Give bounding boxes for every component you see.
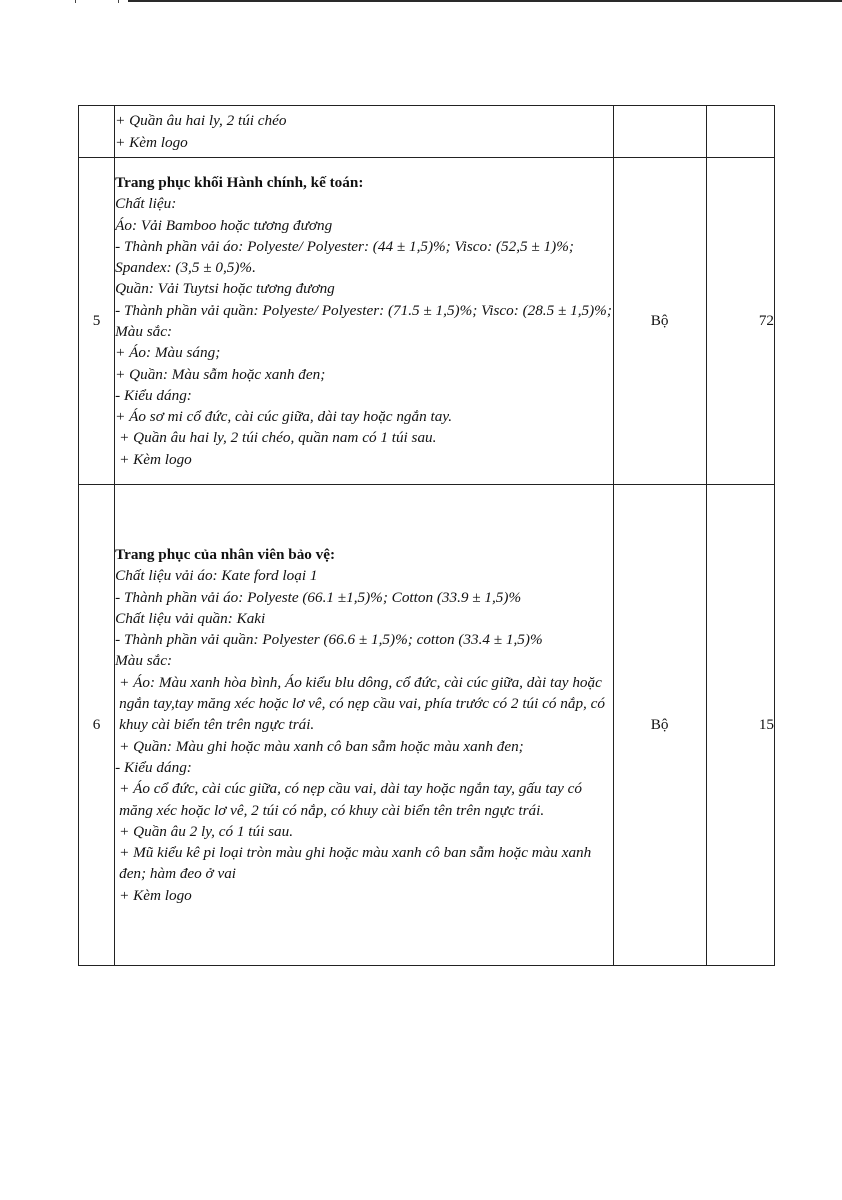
description-line: + Quần âu hai ly, 2 túi chéo	[115, 112, 287, 130]
description-line: Áo: Vải Bamboo hoặc tương đương	[115, 216, 333, 234]
description-line: Chất liệu:	[115, 195, 177, 213]
section-heading: Trang phục của nhân viên bảo vệ:	[115, 545, 336, 563]
description-line: + Quần âu 2 ly, có 1 túi sau.	[119, 822, 294, 840]
quantity-cell	[706, 106, 774, 158]
description-line: - Thành phần vải áo: Polyeste/ Polyester: (44 ± 1,5)%; Visco: (52,5 ± 1)%; Spandex: (3,5 ± 0,5)%.	[115, 237, 574, 277]
table-row	[79, 158, 775, 485]
description-line: + Quần: Màu sẫm hoặc xanh đen;	[115, 365, 326, 383]
description-line: Màu sắc:	[115, 652, 173, 670]
section-heading: Trang phục khối Hành chính, kế toán:	[115, 173, 364, 191]
quantity-cell: 15	[706, 485, 774, 966]
description-line: - Kiểu dáng:	[115, 758, 192, 776]
description-cell	[115, 158, 613, 485]
description-line: + Quần âu hai ly, 2 túi chéo, quần nam có 1 túi sau.	[119, 429, 437, 447]
scan-mark	[118, 0, 119, 3]
uniform-spec-table	[78, 105, 775, 966]
description-line: + Kèm logo	[119, 886, 192, 904]
description-cell	[115, 485, 613, 966]
description-line: + Quần: Màu ghi hoặc màu xanh cô ban sẫm hoặc màu xanh đen;	[119, 737, 524, 755]
description-line: - Thành phần vải áo: Polyeste (66.1 ±1,5)%; Cotton (33.9 ± 1,5)%	[115, 588, 522, 606]
row-number-cell	[79, 106, 115, 158]
table-row	[79, 485, 775, 966]
description-line: Chất liệu vải áo: Kate ford loại 1	[115, 567, 318, 585]
description-cell	[115, 106, 613, 158]
description-line: + Kèm logo	[115, 133, 188, 151]
description-line: + Áo: Màu xanh hòa bình, Áo kiểu blu dông, cổ đức, cài cúc giữa, dài tay hoặc ngắn tay,tay măng xéc hoặc lơ vê, có nẹp cầu vai, phía trước có 2 túi có nắp, có khuy cài biển tên trên ngực trái.	[119, 673, 605, 734]
row-number-cell: 6	[79, 485, 115, 966]
unit-cell	[613, 106, 706, 158]
description-line: Quần: Vải Tuytsi hoặc tương đương	[115, 280, 335, 298]
row-number-cell: 5	[79, 158, 115, 485]
description-line: + Mũ kiểu kê pi loại tròn màu ghi hoặc màu xanh cô ban sẫm hoặc màu xanh đen; hàm đeo ở vai	[119, 844, 592, 883]
quantity-cell: 72	[706, 158, 774, 485]
description-line: + Áo sơ mi cổ đức, cài cúc giữa, dài tay hoặc ngắn tay.	[115, 408, 453, 426]
description-line: + Kèm logo	[119, 450, 192, 468]
description-line: - Thành phần vải quần: Polyeste/ Polyester: (71.5 ± 1,5)%; Visco: (28.5 ± 1,5)%;	[115, 301, 612, 319]
description-line: - Kiểu dáng:	[115, 386, 192, 404]
description-line: + Áo: Màu sáng;	[115, 344, 221, 362]
description-line: Màu sắc:	[115, 323, 173, 340]
table-row	[79, 106, 775, 158]
description-line: Chất liệu vải quần: Kaki	[115, 609, 266, 627]
description-line: - Thành phần vải quần: Polyester (66.6 ± 1,5)%; cotton (33.4 ± 1,5)%	[115, 631, 543, 649]
unit-cell: Bộ	[613, 158, 706, 485]
top-border-line	[128, 0, 842, 2]
description-line: + Áo cổ đức, cài cúc giữa, có nẹp cầu vai, dài tay hoặc ngắn tay, gấu tay có măng xéc hoặc lơ vê, 2 túi có nắp, có khuy cài biển tên trên ngực trái.	[119, 780, 583, 819]
scan-mark	[75, 0, 76, 3]
unit-cell: Bộ	[613, 485, 706, 966]
